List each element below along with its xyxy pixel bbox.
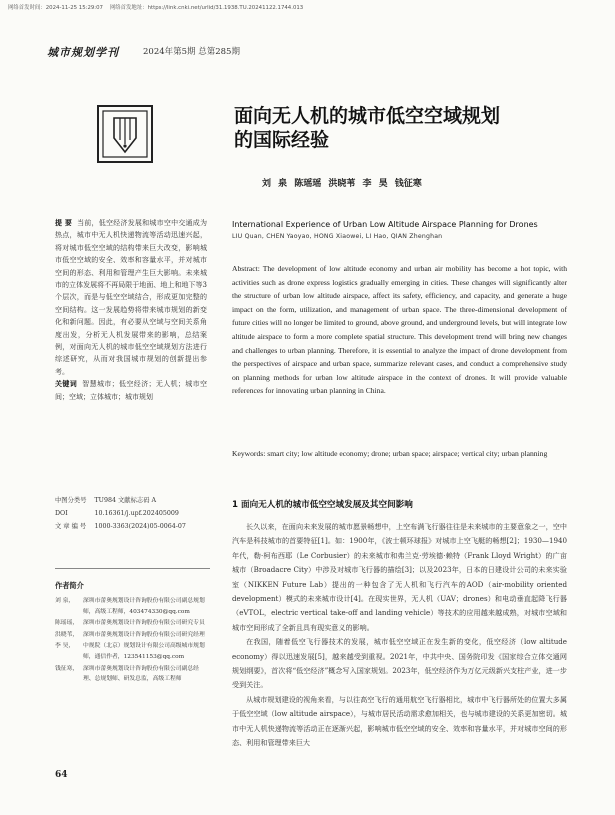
author-info-item	[55, 618, 210, 629]
body-paragraph: 从城市规划建设的视角来看，与以往高空飞行的通用航空飞行器相比，城市中飞行器所处的位置大多属于低空空域（low altitude airspace），与城市居民活动需求愈加相关，也与城市建设的关系更加密切。城市中无人机快递物流等活动正在逐渐兴起，影响城市低空空域的安全、效率和容量水平，并对城市空间的形态、利用和管理带来巨大	[232, 694, 567, 748]
page-number: 64	[55, 770, 68, 780]
meta-key: DOI	[55, 510, 68, 518]
meta-key: 文 章 编 号	[55, 523, 87, 531]
keywords-label: 关键词	[55, 380, 78, 389]
meta-value: 10.16361/j.upf.202405009	[94, 510, 179, 518]
meta-row	[55, 520, 194, 533]
english-abstract-label: Abstract:	[232, 264, 260, 273]
meta-value: 1000-3363(2024)05-0064-07	[94, 523, 186, 531]
author-info-item	[55, 641, 210, 662]
author-info-item	[55, 630, 210, 641]
first-published-time: 网络首发时间：2024-11-25 15:29:07	[8, 5, 103, 11]
english-keywords-label: Keywords:	[232, 449, 266, 458]
english-keywords-text: smart city; low altitude economy; drone; urban space; airspace; vertical city; urban planning	[267, 449, 548, 458]
keywords-text: 智慧城市；低空经济；无人机；城市空间；空域；立体城市；城市规划	[55, 380, 207, 401]
author-desc: 深圳市蕾奥规划设计咨询股份有限公司研究经理	[83, 631, 205, 638]
author-desc: 中规院（北京）规划设计有限公司高级城市规划师，通信作者，123541153@qq.com	[83, 643, 205, 660]
author-name: 洪晓苇，	[55, 631, 79, 638]
author-name: 刘 泉，	[55, 598, 75, 604]
authors-cn: 刘 泉 陈瑶瑶 洪晓苇 李 昊 钱征寒	[262, 179, 422, 189]
meta-row	[55, 494, 194, 507]
author-info-heading: 作者简介	[55, 581, 84, 590]
english-keywords	[232, 447, 567, 461]
body-paragraph: 长久以来，在面向未来发展的城市愿景畅想中，上空布满飞行器往往是未来城市的主要意象之一，空中汽车是科技城市的首要特征[1]。如：1900年，《波士顿环球报》对城市上空飞艇的畅想[2]；1930—1940年代，勒·柯布西耶（Le Corbusier）的未来城市和弗兰克·劳埃德·赖特（Frank Lloyd Wright）的广亩城市（Broadacre City）中涉及对城市飞行器的描绘[3]；以及2023年，日本的日建设计公司的未来实验室（NIKKEN Future Lab）提出的一种包含了无人机和飞行汽车的AOD（air-mobility oriented development）模式的未来城市设计[4]。在现实世界，无人机（UAV；drones）和电动垂直起降飞行器（eVTOL，electric vertical take-off and landing vehicle）等技术的应用越来越成熟，对城市空域和城市空间形成了全新且具有现实意义的影响。	[232, 522, 567, 632]
section-heading: 1 面向无人机的城市低空空域发展及其空间影响	[232, 500, 413, 510]
journal-name: 城市规划学刊	[47, 46, 119, 59]
english-authors: LIU Quan, CHEN Yaoyao, HONG Xiaowei, LI Hao, QIAN Zhenghan	[232, 233, 443, 240]
title-line-2: 的国际经验	[234, 129, 330, 151]
author-desc: 深圳市蕾奥规划设计咨询股份有限公司副总规划师，高级工程师，403474330@qq.com	[83, 598, 205, 615]
author-info-item	[55, 596, 210, 617]
author-desc: 深圳市蕾奥规划设计咨询股份有限公司副总经理、总规划师、研发总监，高级工程师	[83, 665, 199, 683]
body-paragraph: 在我国，随着低空飞行器技术的发展，城市低空空域正在发生新的变化，低空经济（low altitude economy）得以迅速发展[5]，越来越受到重视。2021年，中共中央、国务院印发《国家综合立体交通网规划纲要》，首次将“低空经济”概念写入国家规划。2023年，低空经济作为万亿元级新兴支柱产业，进一步受到关注。	[232, 637, 567, 690]
meta-value: TU984 文献标志码 A	[94, 497, 157, 504]
article-title	[234, 104, 584, 152]
section-body	[232, 520, 567, 751]
author-info-list	[55, 596, 210, 686]
english-title: International Experience of Urban Low Altitude Airspace Planning for Drones	[232, 220, 538, 229]
author-name: 李 昊，	[55, 643, 75, 650]
first-published-url: 网络首发地址：https://link.cnki.net/urlid/31.1938.TU.20241122.1744.013	[109, 5, 304, 11]
abstract-text: 当前，低空经济发展和城市空中交通成为热点，城市中无人机快递物流等活动迅速兴起，将对城市低空空域的结构带来巨大改变，影响城市低空空域的安全、效率和容量水平，并对城市空间的形态、利用和管理产生巨大影响。未来城市的立体发展将不再局限于地面、地上和地下等3个层次，而是与低空空域结合，形成更加完整的空间结构。这一发展趋势将带来城市规划的新变化和新问题。因此，有必要从空域与空间关系角度出发，分析无人机发展带来的影响，总结案例，对面向无人机的城市低空空域规划方法进行综述研究，从而对我国城市规划的创新提出参考。	[55, 219, 208, 376]
first-published-line	[8, 3, 303, 11]
issue-info: 2024年第5期 总第285期	[143, 47, 240, 57]
english-abstract	[232, 262, 567, 398]
chinese-abstract	[55, 217, 207, 403]
author-name: 钱征寒，	[55, 665, 79, 672]
article-metadata	[55, 494, 194, 534]
author-desc: 深圳市蕾奥规划设计咨询股份有限公司研究专员	[83, 620, 205, 627]
meta-row	[55, 507, 194, 520]
author-name: 陈瑶瑶，	[55, 620, 79, 627]
divider	[55, 568, 210, 569]
meta-key: 中图分类号	[55, 497, 87, 504]
pen-logo-icon	[96, 104, 154, 164]
abstract-label: 提 要	[55, 219, 73, 227]
english-abstract-text: The development of low altitude economy and urban air mobility has become a hot topic, with activities such as drone express logistics gradually emerging in cities. These changes will significantly alter the structure of urban low altitude airspace, affect its safety, efficiency, and capacity, and generate a huge impact on the form, utilization, and management of urban space. The three-dimensional development of future cities will no longer be limited to ground, above ground, and underground levels, but will integrate low altitude airspace to form a more complete spatial structure. This development trend will bring new changes and challenges to urban planning. Therefore, it is essential to analyze the impact of drone development from the perspectives of airspace and urban space, summarize relevant cases, and conduct a comprehensive study on planning methods for urban low altitude airspace in the context of drones. It will provide valuable references for innovating urban planning in China.	[232, 264, 567, 396]
author-info-item	[55, 664, 210, 685]
title-line-1: 面向无人机的城市低空空域规划	[234, 105, 501, 127]
chinese-keywords	[55, 378, 207, 403]
